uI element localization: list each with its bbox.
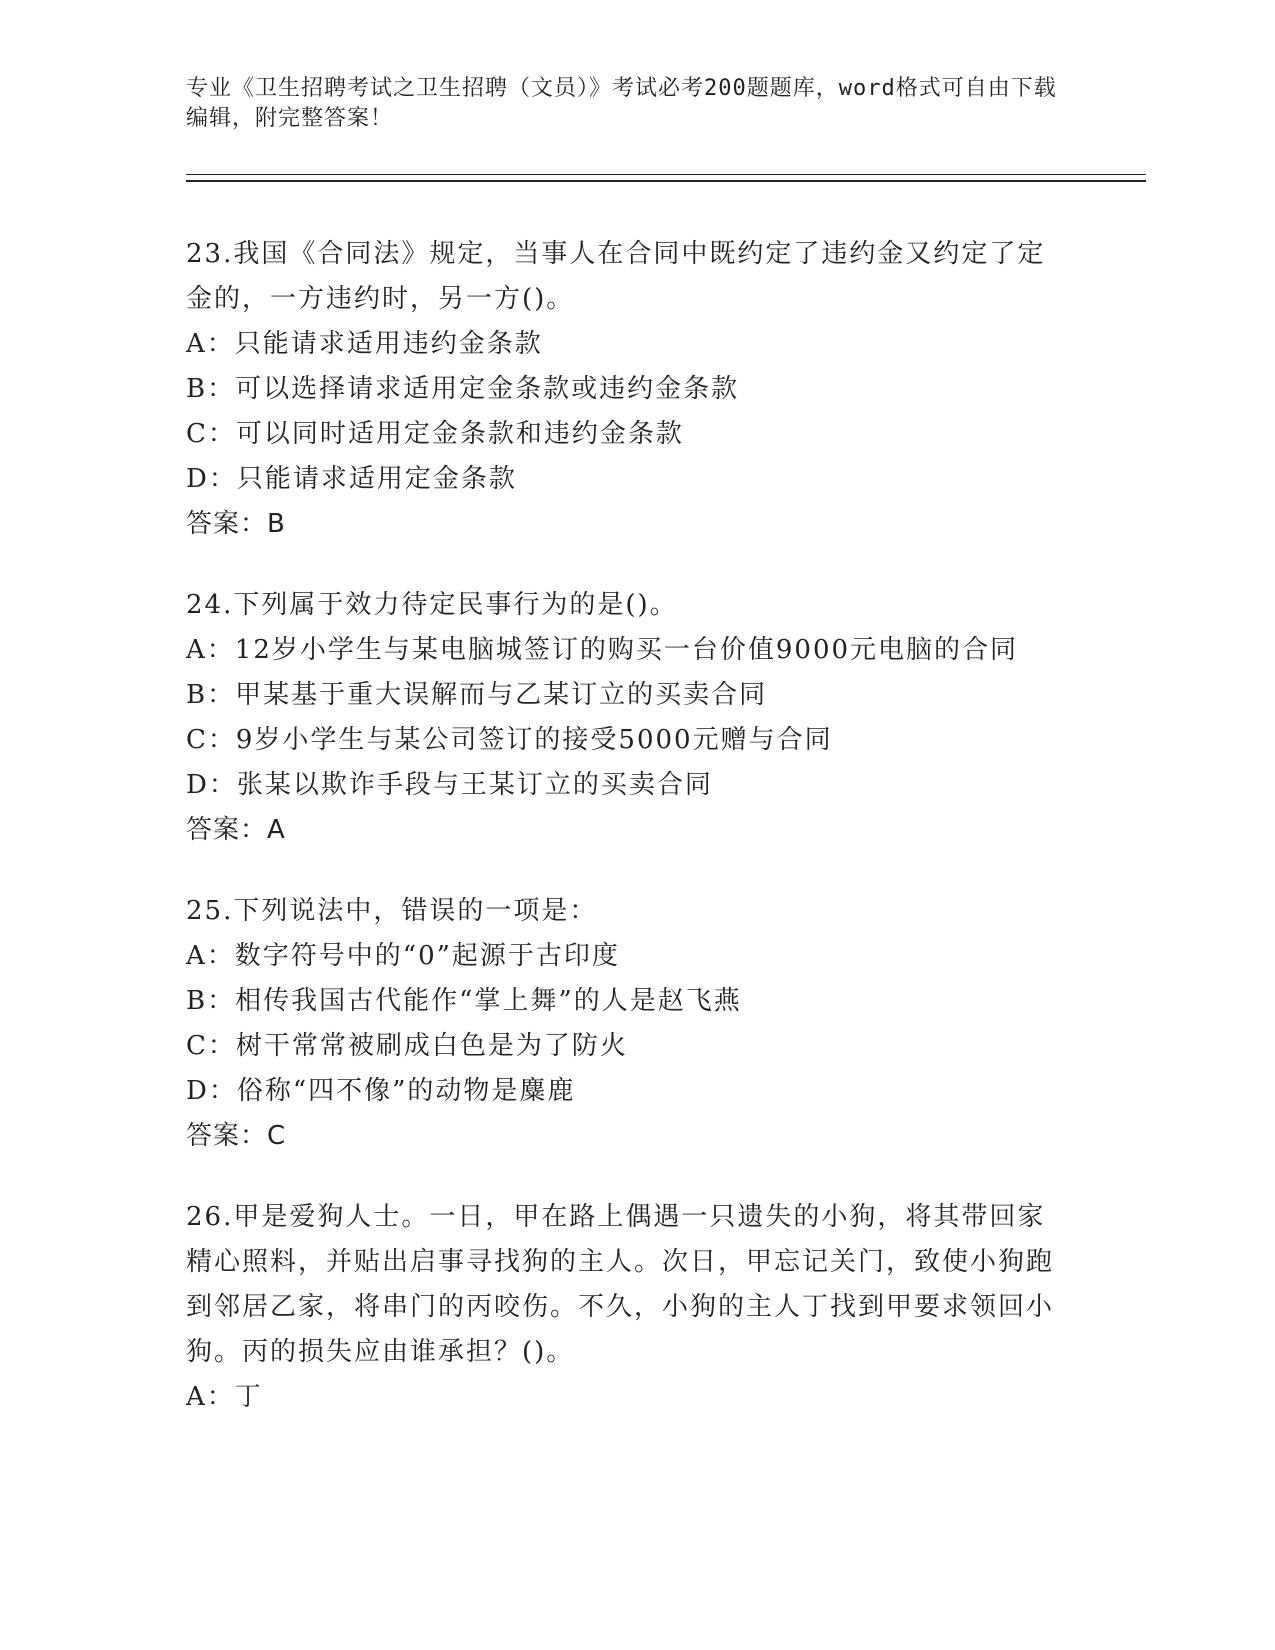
answer-label: 答案：B [186,509,286,539]
question-24 [186,583,1066,853]
header-divider-thick [186,180,1146,182]
document-header: 专业《卫生招聘考试之卫生招聘（文员）》考试必考200题题库，word格式可自由下载编辑，附完整答案！ [186,76,1057,131]
option-a: A：数字符号中的“0”起源于古印度 [186,941,620,971]
question-text: 24.下列属于效力待定民事行为的是()。 [186,590,678,620]
answer-label: 答案：A [186,815,286,845]
question-text: 25.下列说法中，错误的一项是： [186,896,598,926]
question-25 [186,889,1066,1159]
option-b: B：甲某基于重大误解而与乙某订立的买卖合同 [186,680,768,710]
option-d: D：俗称“四不像”的动物是麋鹿 [186,1076,576,1106]
option-b: B：可以选择请求适用定金条款或违约金条款 [186,374,740,404]
option-d: D：张某以欺诈手段与王某订立的买卖合同 [186,770,713,800]
option-c: C：树干常常被刷成白色是为了防火 [186,1031,628,1061]
option-a: A：12岁小学生与某电脑城签订的购买一台价值9000元电脑的合同 [186,635,1019,665]
question-text: 26.甲是爱狗人士。一日，甲在路上偶遇一只遗失的小狗，将其带回家精心照料，并贴出启事寻找狗的主人。次日，甲忘记关门，致使小狗跑到邻居乙家，将串门的丙咬伤。不久，小狗的主人丁找到甲要求领回小狗。丙的损失应由谁承担？()。 [186,1202,1055,1367]
option-a: A：丁 [186,1382,263,1412]
header-divider-thin [186,174,1146,175]
answer-label: 答案：C [186,1121,287,1151]
question-list [186,232,1066,1456]
option-b: B：相传我国古代能作“掌上舞”的人是赵飞燕 [186,986,742,1016]
option-c: C：9岁小学生与某公司签订的接受5000元赠与合同 [186,725,833,755]
option-a: A：只能请求适用违约金条款 [186,329,543,359]
option-c: C：可以同时适用定金条款和违约金条款 [186,419,684,449]
question-26 [186,1195,1066,1420]
question-text: 23.我国《合同法》规定，当事人在合同中既约定了违约金又约定了定金的，一方违约时，另一方()。 [186,239,1046,314]
question-23 [186,232,1066,547]
option-d: D：只能请求适用定金条款 [186,464,517,494]
